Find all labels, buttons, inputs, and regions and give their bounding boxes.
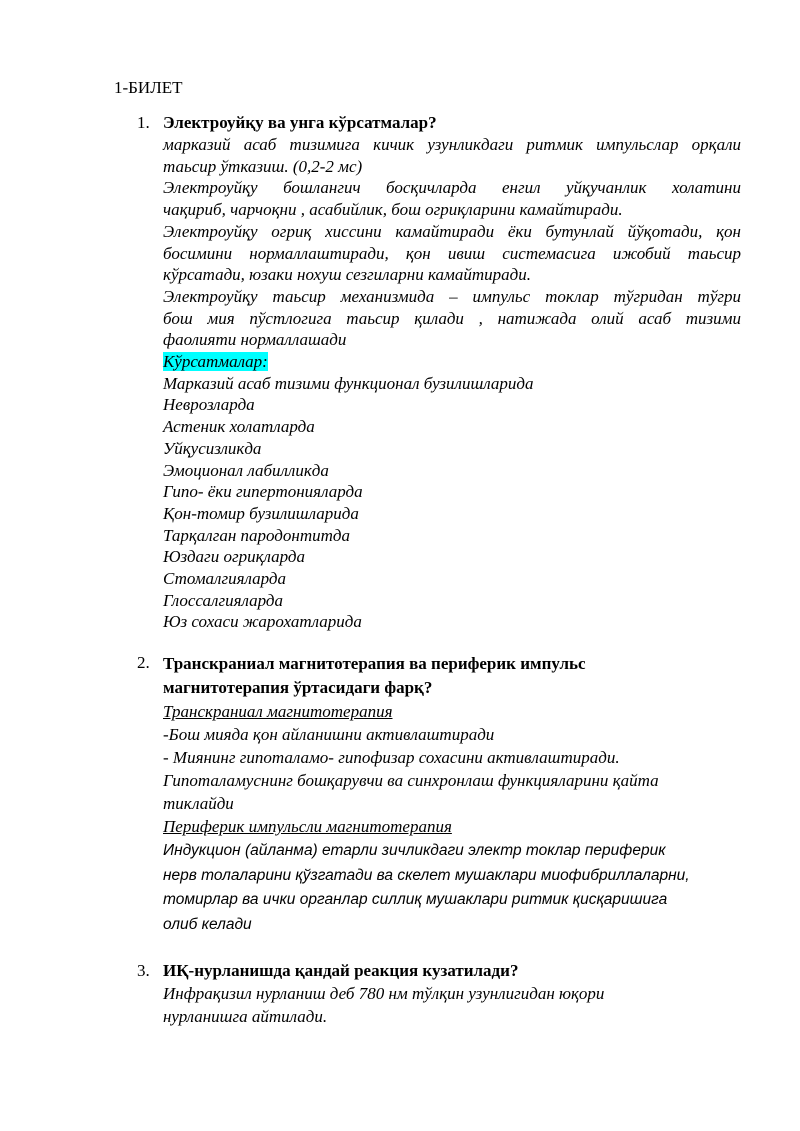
ticket-title: 1-БИЛЕТ [114, 78, 183, 97]
text-line: нурланишга айтилади. [163, 1007, 328, 1026]
text-line: Инфрақизил нурланиш деб 780 нм тўлқин узунлигидан юқори [163, 984, 605, 1003]
text-line: Электроуйқу огриқ хиссини камайтиради ёки бутунлай йўқотади, қон [163, 221, 741, 241]
indication-item: Астеник холатларда [163, 417, 315, 437]
question-title: магнитотерапия ўртасидаги фарқ? [163, 678, 433, 697]
question-number: 2. [137, 653, 150, 672]
text-line: Электроуйқу бошлангич босқичларда енгил уйқучанлик холатини [163, 178, 741, 198]
question-2 [137, 652, 741, 937]
indications-label: Кўрсатмалар: [163, 352, 268, 372]
indications-label-line [163, 351, 741, 373]
indication-item: Гипо- ёки гипертонияларда [163, 482, 363, 502]
indication-item: Эмоционал лабилликда [163, 460, 329, 480]
indication-item: Стомалгияларда [163, 569, 287, 589]
text-line: томирлар ва ички органлар силлиқ мушаклари ритмик қисқаришига [163, 891, 668, 908]
text-line: - Миянинг гипоталамо- гипофизар сохасини активлаштиради. [163, 748, 620, 767]
text-line: чақириб, чарчоқни , асабийлик, бош огриқларини камайтиради. [163, 200, 623, 220]
indication-item: Қон-томир бузилишларида [163, 503, 359, 523]
text-line: бош мия пўстлогига таьсир қилади , натижада олий асаб тизими [163, 308, 741, 328]
indication-item: Тарқалган пародонтитда [163, 525, 350, 545]
question-title: Транскраниал магнитотерапия ва периферик импульс [163, 654, 586, 673]
indication-item: Марказий асаб тизими функционал бузилишларида [163, 373, 534, 393]
indication-item: Уйқусизликда [163, 438, 262, 458]
text-line: олиб келади [163, 915, 252, 933]
indication-item: Глоссалгияларда [163, 590, 283, 610]
indication-item: Юздаги огриқларда [163, 547, 306, 567]
indication-item: Юз сохаси жарохатларида [163, 612, 362, 632]
text-line: тиклайди [163, 794, 234, 813]
text-line: таьсир ўтказиш. (0,2-2 мс) [163, 156, 363, 176]
question-title: Электроуйқу ва унга кўрсатмалар? [163, 113, 437, 132]
text-line: нерв толаларини қўзгатади ва скелет мушаклари миофибриллаларни, [163, 866, 690, 884]
question-3 [137, 960, 741, 1028]
question-1 [137, 112, 741, 633]
text-line: кўрсатади, юзаки нохуш сезгиларни камайтиради. [163, 265, 531, 285]
text-line: Электроуйқу таьсир механизмида – импульс токлар тўгридан тўгри [163, 286, 741, 306]
question-title: ИҚ-нурланишда қандай реакция кузатилади? [163, 961, 519, 980]
text-line: босимини нормаллаштиради, қон ивиш системасига ижобий таьсир [163, 243, 741, 263]
text-line: -Бош мияда қон айланишни активлаштиради [163, 725, 495, 744]
text-line: Гипоталамуснинг бошқарувчи ва синхронлаш функцияларини қайта [163, 771, 659, 790]
question-number: 1. [137, 113, 150, 132]
indication-item: Неврозларда [163, 395, 255, 415]
text-line: марказий асаб тизимига кичик узунликдаги ритмик импульслар орқали [163, 135, 741, 154]
question-number: 3. [137, 961, 150, 980]
text-line: фаолияти нормаллашади [163, 330, 347, 350]
text-line: Индукцион (айланма) етарли зичликдаги электр токлар периферик [163, 842, 666, 859]
subheading: Транскраниал магнитотерапия [163, 702, 393, 721]
subheading: Периферик импульсли магнитотерапия [163, 817, 452, 836]
